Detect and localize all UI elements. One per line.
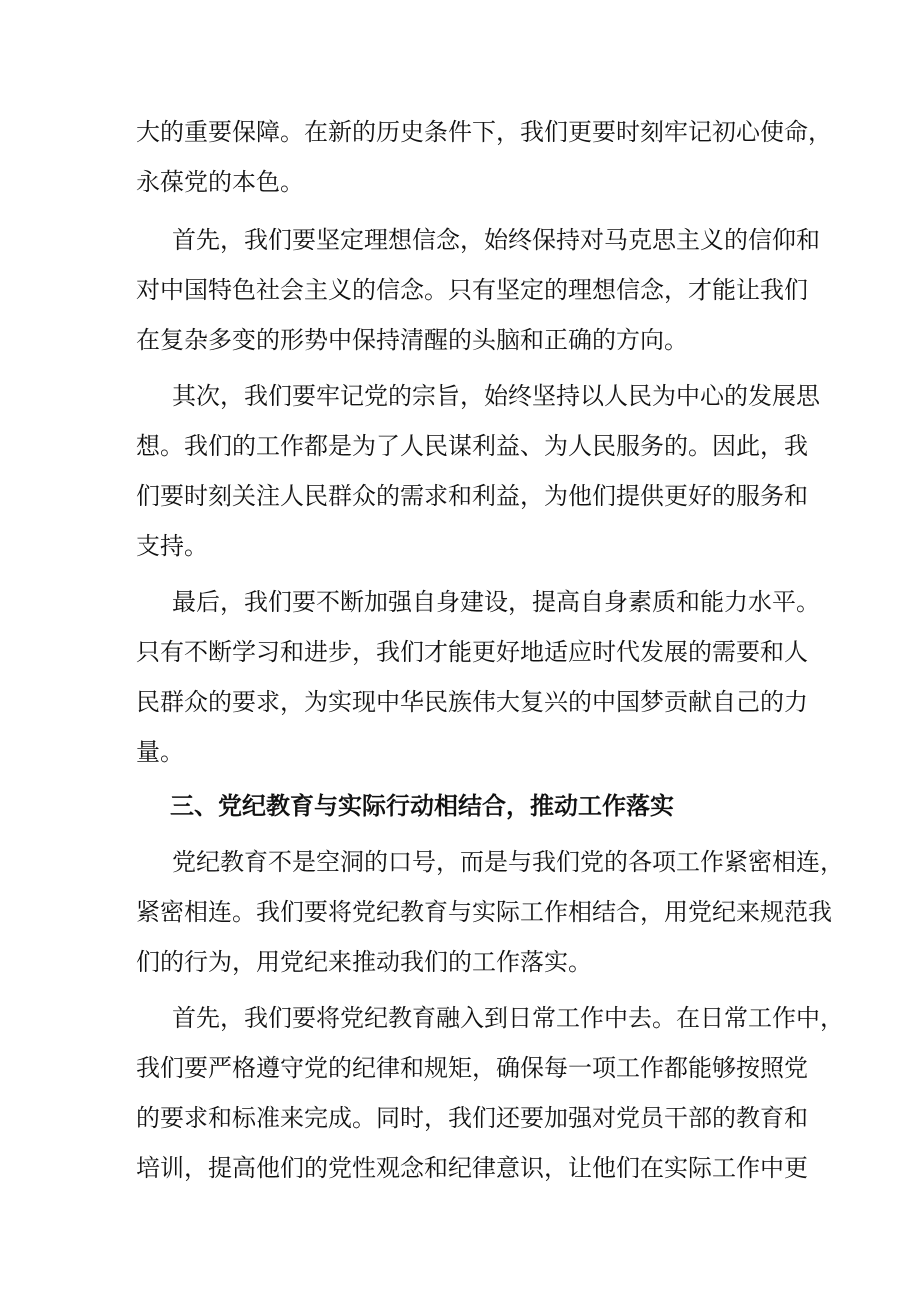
paragraph-2-line-1: 首先，我们要坚定理想信念，始终保持对马克思主义的信仰和 — [172, 226, 820, 254]
paragraph-3-line-4: 支持。 — [136, 532, 208, 560]
paragraph-6-line-4: 培训，提高他们的党性观念和纪律意识，让他们在实际工作中更 — [136, 1154, 808, 1182]
paragraph-5-line-1: 党纪教育不是空洞的口号，而是与我们党的各项工作紧密相连， — [172, 848, 844, 876]
paragraph-2-line-3: 在复杂多变的形势中保持清醒的头脑和正确的方向。 — [136, 326, 688, 354]
paragraph-5-line-3: 们的行为，用党纪来推动我们的工作落实。 — [136, 948, 592, 976]
paragraph-1-line-2: 永葆党的本色。 — [136, 168, 304, 196]
section-heading: 三、党纪教育与实际行动相结合，推动工作落实 — [170, 792, 674, 820]
paragraph-2-line-2: 对中国特色社会主义的信念。只有坚定的理想信念，才能让我们 — [136, 276, 808, 304]
paragraph-4-line-1: 最后，我们要不断加强自身建设，提高自身素质和能力水平。 — [172, 588, 820, 616]
paragraph-6-line-2: 我们要严格遵守党的纪律和规矩，确保每一项工作都能够按照党 — [136, 1054, 808, 1082]
paragraph-1-line-1: 大的重要保障。在新的历史条件下，我们更要时刻牢记初心使命， — [136, 118, 832, 146]
paragraph-5-line-2: 紧密相连。我们要将党纪教育与实际工作相结合，用党纪来规范我 — [136, 898, 832, 926]
paragraph-6-line-1: 首先，我们要将党纪教育融入到日常工作中去。在日常工作中， — [172, 1004, 844, 1032]
paragraph-4-line-3: 民群众的要求，为实现中华民族伟大复兴的中国梦贡献自己的力 — [136, 688, 808, 716]
paragraph-4-line-4: 量。 — [136, 738, 184, 766]
paragraph-4-line-2: 只有不断学习和进步，我们才能更好地适应时代发展的需要和人 — [136, 638, 808, 666]
paragraph-3-line-2: 想。我们的工作都是为了人民谋利益、为人民服务的。因此，我 — [136, 432, 808, 460]
paragraph-6-line-3: 的要求和标准来完成。同时，我们还要加强对党员干部的教育和 — [136, 1104, 808, 1132]
paragraph-3-line-3: 们要时刻关注人民群众的需求和利益，为他们提供更好的服务和 — [136, 482, 808, 510]
paragraph-3-line-1: 其次，我们要牢记党的宗旨，始终坚持以人民为中心的发展思 — [172, 382, 820, 410]
